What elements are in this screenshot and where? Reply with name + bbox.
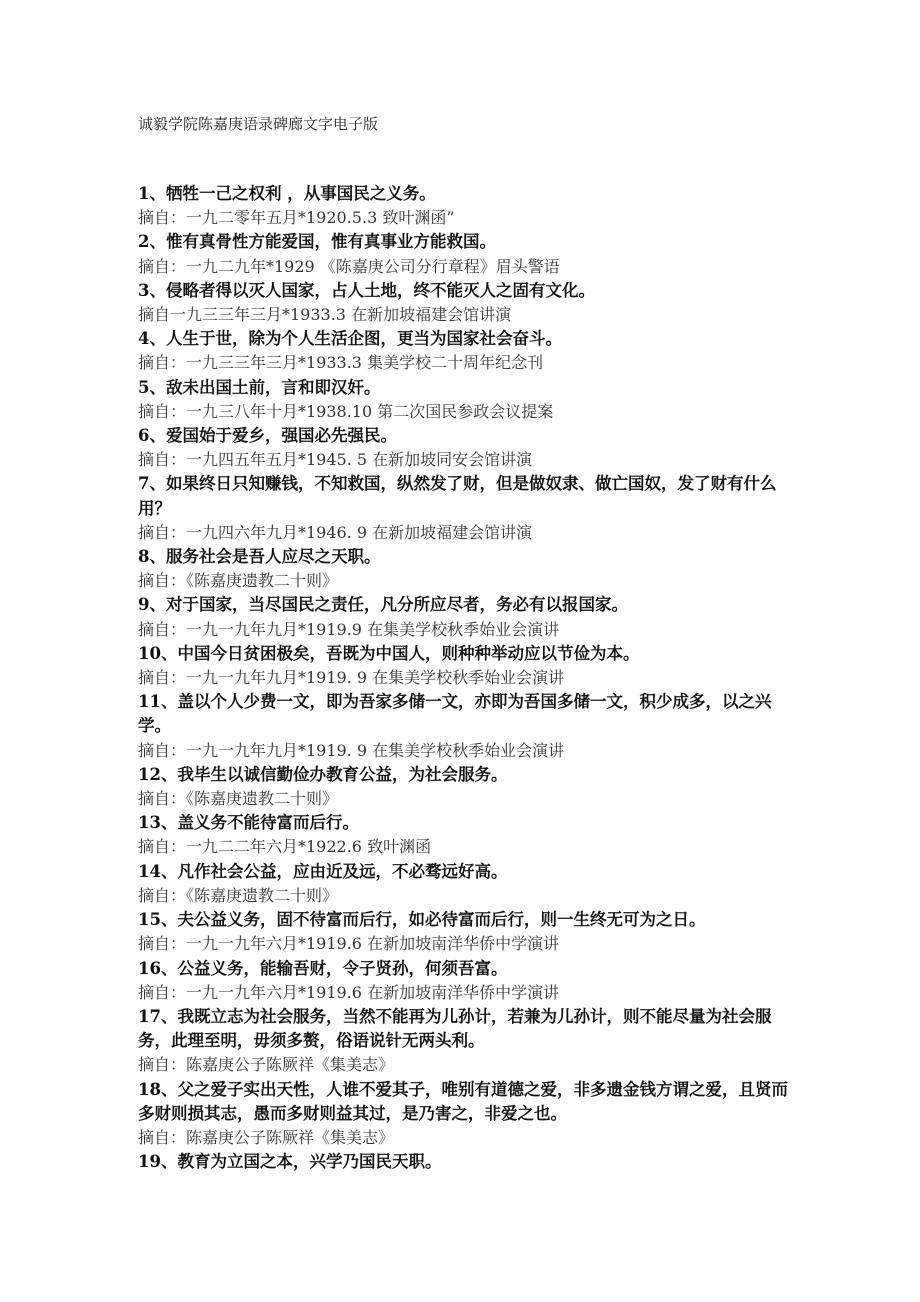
quote-source: 摘自：一九二九年*1929 《陈嘉庚公司分行章程》眉头警语 — [138, 256, 560, 276]
quote-text: 6、爱国始于爱乡，强国必先强民。 — [138, 426, 397, 446]
quote-item — [138, 593, 798, 641]
quote-source: 摘自：一九一九年九月*1919. 9 在集美学校秋季始业会演讲 — [138, 668, 565, 688]
quote-item — [138, 424, 798, 472]
quote-source: 摘自：一九四六年九月*1946. 9 在新加坡福建会馆讲演 — [138, 522, 533, 542]
quote-item — [138, 472, 798, 545]
quote-text: 9、对于国家，当尽国民之责任，凡分所应尽者，务必有以报国家。 — [138, 595, 628, 615]
quote-item — [138, 1005, 798, 1078]
quote-text: 15、夫公益义务，固不待富而后行，如必待富而后行，则一生终无可为之日。 — [138, 910, 706, 930]
quote-source: 摘自：一九一九年九月*1919. 9 在集美学校秋季始业会演讲 — [138, 740, 565, 760]
quote-text: 1、牺牲一己之权利 ，从事国民之义务。 — [138, 184, 436, 203]
quote-item — [138, 860, 798, 908]
quote-text: 5、敌未出国土前，言和即汉奸。 — [138, 377, 381, 397]
quote-item — [138, 376, 798, 424]
quote-item — [138, 1078, 798, 1151]
quote-source: 摘自：陈嘉庚公子陈厥祥《集美志》 — [138, 1127, 395, 1147]
quote-item — [138, 763, 798, 811]
quote-text: 3、侵略者得以灭人国家，占人土地，终不能灭人之固有文化。 — [138, 280, 595, 300]
quote-text: 13、盖义务不能待富而后行。 — [138, 813, 359, 833]
quote-list — [138, 182, 798, 1174]
quote-item — [138, 690, 798, 763]
quote-item — [138, 957, 798, 1005]
quote-text: 2、惟有真骨性方能爱国，惟有真事业方能救国。 — [138, 232, 496, 252]
quote-item — [138, 545, 798, 593]
quote-source: 摘自：陈嘉庚公子陈厥祥《集美志》 — [138, 1055, 395, 1075]
quote-text: 7、如果终日只知赚钱，不知救国，纵然发了财，但是做奴隶、做亡国奴，发了财有什么用？ — [138, 474, 777, 518]
quote-text: 17、我既立志为社会服务，当然不能再为儿孙计，若兼为儿孙计，则不能尽量为社会服务，此理至明，毋须多赘，俗语说针无两头利。 — [138, 1006, 772, 1051]
quote-source: 摘自：一九二零年五月*1920.5.3 致叶渊函” — [138, 208, 455, 228]
quote-source: 摘自：《陈嘉庚遗教二十则》 — [138, 789, 339, 809]
quote-source: 摘自：一九三三年三月*1933.3 集美学校二十周年纪念刊 — [138, 353, 544, 373]
quote-item — [138, 327, 798, 375]
quote-item — [138, 1150, 798, 1174]
quote-item — [138, 908, 798, 956]
quote-text: 16、公益义务，能输吾财，令子贤孙，何须吾富。 — [138, 958, 508, 978]
quote-text: 14、凡作社会公益，应由近及远，不必骛远好高。 — [138, 861, 508, 881]
quote-item — [138, 279, 798, 327]
quote-source: 摘自：《陈嘉庚遗教二十则》 — [138, 885, 339, 905]
quote-text: 11、盖以个人少费一文，即为吾家多储一文，亦即为吾国多储一文，积少成多，以之兴学。 — [138, 692, 772, 736]
document-title: 诚毅学院陈嘉庚语录碑廊文字电子版 — [138, 115, 379, 133]
quote-text: 19、教育为立国之本，兴学乃国民天职。 — [138, 1152, 442, 1172]
quote-source: 摘自：一九一九年九月*1919.9 在集美学校秋季始业会演讲 — [138, 619, 560, 639]
quote-item — [138, 230, 798, 278]
quote-item — [138, 642, 798, 690]
quote-source: 摘自：一九四五年五月*1945. 5 在新加坡同安会馆讲演 — [138, 450, 533, 470]
quote-text: 10、中国今日贫困极矣，吾既为中国人，则种种举动应以节俭为本。 — [138, 643, 640, 663]
quote-source: 摘自：《陈嘉庚遗教二十则》 — [138, 571, 339, 591]
quote-text: 4、人生于世，除为个人生活企图，更当为国家社会奋斗。 — [138, 329, 562, 349]
quote-item — [138, 811, 798, 859]
quote-source: 摘自：一九一九年六月*1919.6 在新加坡南洋华侨中学演讲 — [138, 934, 560, 954]
quote-source: 摘自一九三三年三月*1933.3 在新加坡福建会馆讲演 — [138, 305, 512, 325]
quote-item — [138, 182, 798, 230]
quote-source: 摘自：一九一九年六月*1919.6 在新加坡南洋华侨中学演讲 — [138, 982, 560, 1002]
quote-text: 8、服务社会是吾人应尽之天职。 — [138, 547, 381, 567]
quote-source: 摘自：一九二二年六月*1922.6 致叶渊函 — [138, 837, 432, 857]
quote-text: 18、父之爱子实出天性，人谁不爱其子，唯别有道德之爱，非多遗金钱方谓之爱，且贤而多财则损其志，愚而多财则益其过，是乃害之，非爱之也。 — [138, 1079, 788, 1123]
quote-source: 摘自：一九三八年十月*1938.10 第二次国民参政会议提案 — [138, 401, 554, 421]
quote-text: 12、我毕生以诚信勤俭办教育公益，为社会服务。 — [138, 764, 508, 784]
